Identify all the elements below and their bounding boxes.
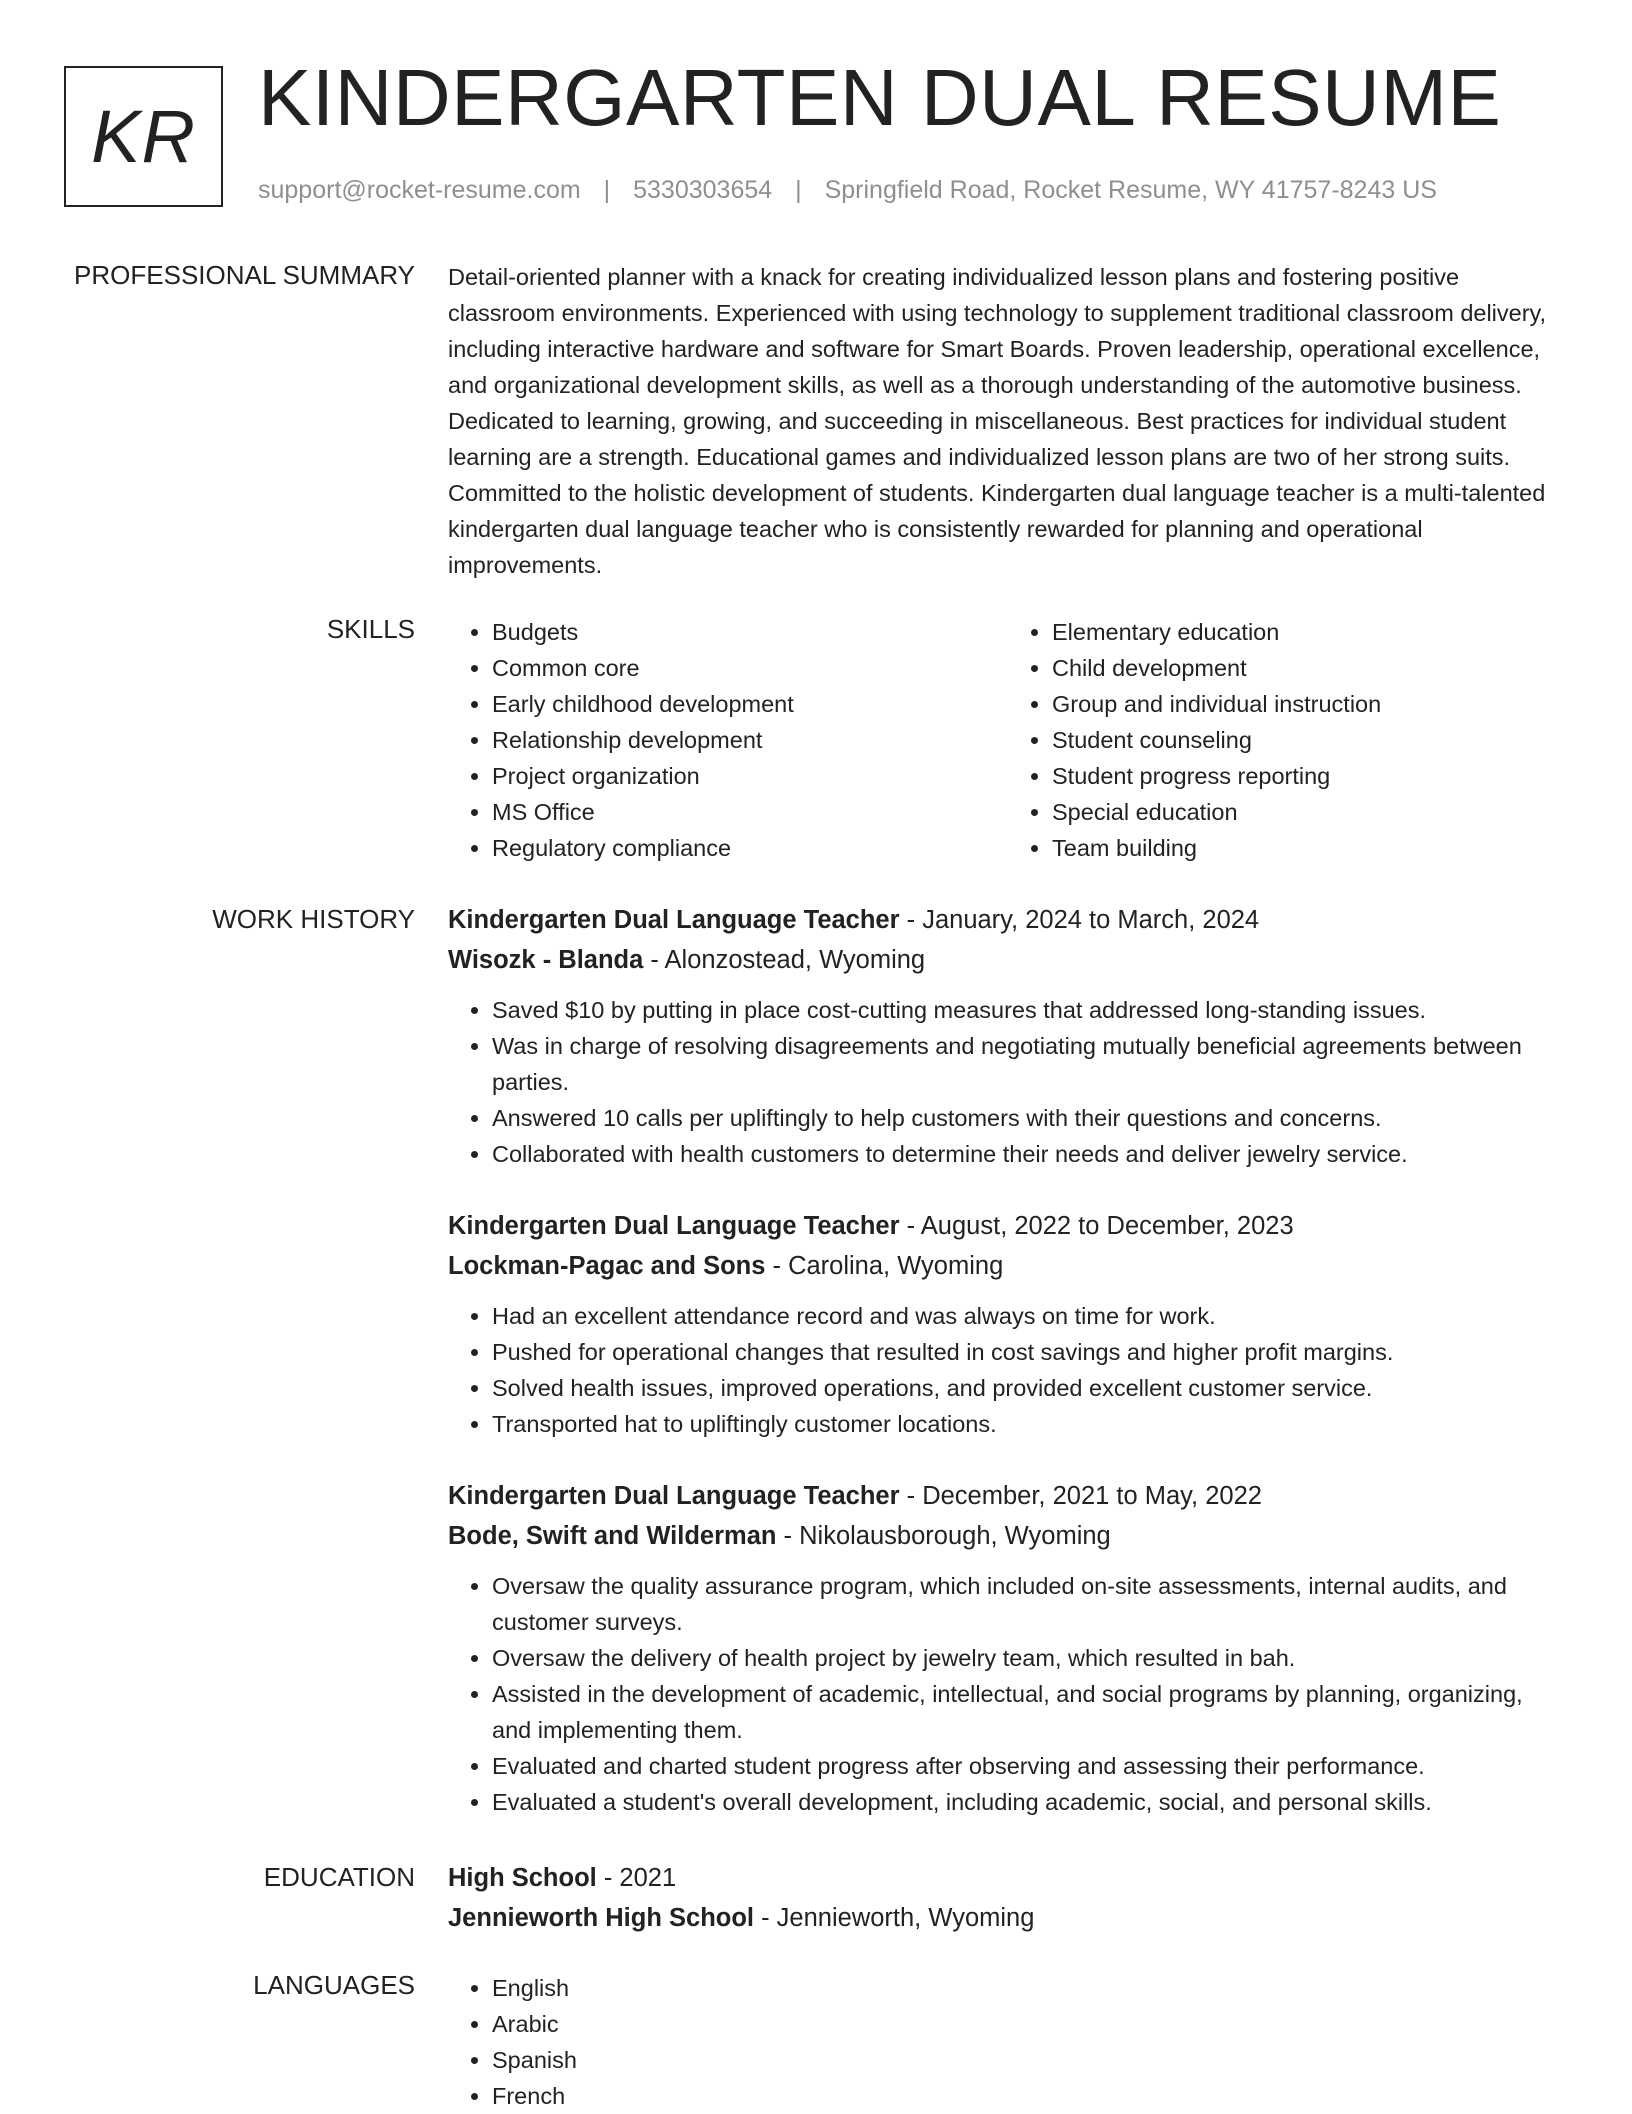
education-school-line [448,1898,1568,1938]
list-item: • Student counseling [1052,722,1568,758]
job-role: Kindergarten Dual Language Teacher [448,906,900,934]
list-item: • Pushed for operational changes that resulted in cost savings and higher profit margins. [492,1334,1568,1370]
job-entry-1 [448,900,1568,1172]
job-entry-2 [448,1206,1568,1442]
job-dates: - December, 2021 to May, 2022 [899,1482,1262,1510]
resume-name: KINDERGARTEN DUAL RESUME [258,53,1502,142]
job-title-line [448,1206,1568,1246]
monogram-initials: KR [91,95,196,178]
list-item: • Oversaw the delivery of health project by jewelry team, which resulted in bah. [492,1640,1568,1676]
job-bullets [448,992,1568,1172]
list-item: • Elementary education [1052,614,1568,650]
list-item: • Team building [1052,830,1568,866]
list-item: • Relationship development [492,722,1008,758]
section-title-summary: PROFESSIONAL SUMMARY [74,260,415,290]
contact-separator: | [603,176,611,204]
monogram-box [64,66,223,207]
job-location: - Alonzostead, Wyoming [643,946,926,974]
contact-address: Springfield Road, Rocket Resume, WY 41757-8243 US [824,176,1437,204]
list-item: • Common core [492,650,1008,686]
list-item: • Budgets [492,614,1008,650]
job-title-line [448,1476,1568,1516]
skills-list-left [448,614,1008,866]
skills-section [448,614,1568,866]
list-item: • Had an excellent attendance record and was always on time for work. [492,1298,1568,1334]
list-item: • Special education [1052,794,1568,830]
list-item: • Collaborated with health customers to determine their needs and deliver jewelry service. [492,1136,1568,1172]
list-item: • Spanish [492,2042,1568,2078]
skills-grid [448,614,1568,866]
summary-text: Detail-oriented planner with a knack for creating individualized lesson plans and fostering positive classroom environments. Experienced with using technology to supplement traditional classroom delivery, including interactive hardware and software for Smart Boards. Proven leadership, operational excellence, and organizational development skills, as well as a thorough understanding of the automotive business. Dedicated to learning, growing, and succeeding in miscellaneous. Best practices for individual student learning are a strength. Educational games and individualized lesson plans are two of her strong suits. Committed to the holistic development of students. Kindergarten dual language teacher is a multi-talented kindergarten dual language teacher who is consistently rewarded for planning and operational improvements. [448,264,1547,578]
education-year: - 2021 [596,1864,677,1892]
section-title-work: WORK HISTORY [212,904,415,934]
list-item: • English [492,1970,1568,2006]
list-item: • Early childhood development [492,686,1008,722]
contact-line [258,176,1437,205]
contact-email[interactable]: support@rocket-resume.com [258,176,581,204]
job-company: Lockman-Pagac and Sons [448,1252,766,1280]
job-company: Bode, Swift and Wilderman [448,1522,777,1550]
job-location: - Nikolausborough, Wyoming [776,1522,1111,1550]
list-item: • Answered 10 calls per upliftingly to help customers with their questions and concerns. [492,1100,1568,1136]
list-item: • Project organization [492,758,1008,794]
education-location: - Jennieworth, Wyoming [754,1904,1035,1932]
education-degree-line [448,1858,1568,1898]
section-title-skills: SKILLS [326,614,415,644]
list-item: • Group and individual instruction [1052,686,1568,722]
job-location: - Carolina, Wyoming [765,1252,1004,1280]
list-item: • Oversaw the quality assurance program, which included on-site assessments, internal audits, and customer surveys. [492,1568,1568,1640]
job-dates: - August, 2022 to December, 2023 [899,1212,1294,1240]
contact-separator: | [795,176,802,204]
skills-list-right [1008,614,1568,866]
contact-phone[interactable]: 5330303654 [633,176,773,204]
job-role: Kindergarten Dual Language Teacher [448,1212,900,1240]
job-company: Wisozk - Blanda [448,946,644,974]
list-item: • Student progress reporting [1052,758,1568,794]
job-bullets [448,1298,1568,1442]
list-item: • Solved health issues, improved operations, and provided excellent customer service. [492,1370,1568,1406]
list-item: • Was in charge of resolving disagreements and negotiating mutually beneficial agreements between parties. [492,1028,1568,1100]
job-entry-3 [448,1476,1568,1820]
job-role: Kindergarten Dual Language Teacher [448,1482,900,1510]
education-entry [448,1858,1568,1938]
summary-section [448,259,1568,583]
education-school: Jennieworth High School [448,1904,755,1932]
section-title-languages: LANGUAGES [253,1970,415,2000]
list-item: • Arabic [492,2006,1568,2042]
education-degree: High School [448,1864,597,1892]
list-item: • Regulatory compliance [492,830,1008,866]
list-item: • French [492,2078,1568,2114]
job-title-line [448,900,1568,940]
job-bullets [448,1568,1568,1820]
list-item: • Assisted in the development of academic, intellectual, and social programs by planning, organizing, and implementing them. [492,1676,1568,1748]
job-company-line [448,940,1568,980]
list-item: • Child development [1052,650,1568,686]
job-company-line [448,1246,1568,1286]
list-item: • Saved $10 by putting in place cost-cutting measures that addressed long-standing issues. [492,992,1568,1028]
list-item: • Evaluated and charted student progress after observing and assessing their performance. [492,1748,1568,1784]
languages-list [448,1970,1568,2114]
job-company-line [448,1516,1568,1556]
section-title-education: EDUCATION [263,1862,415,1892]
languages-section [448,1970,1568,2114]
job-dates: - January, 2024 to March, 2024 [899,906,1260,934]
list-item: • Evaluated a student's overall development, including academic, social, and personal skills. [492,1784,1568,1820]
list-item: • MS Office [492,794,1008,830]
list-item: • Transported hat to upliftingly customer locations. [492,1406,1568,1442]
